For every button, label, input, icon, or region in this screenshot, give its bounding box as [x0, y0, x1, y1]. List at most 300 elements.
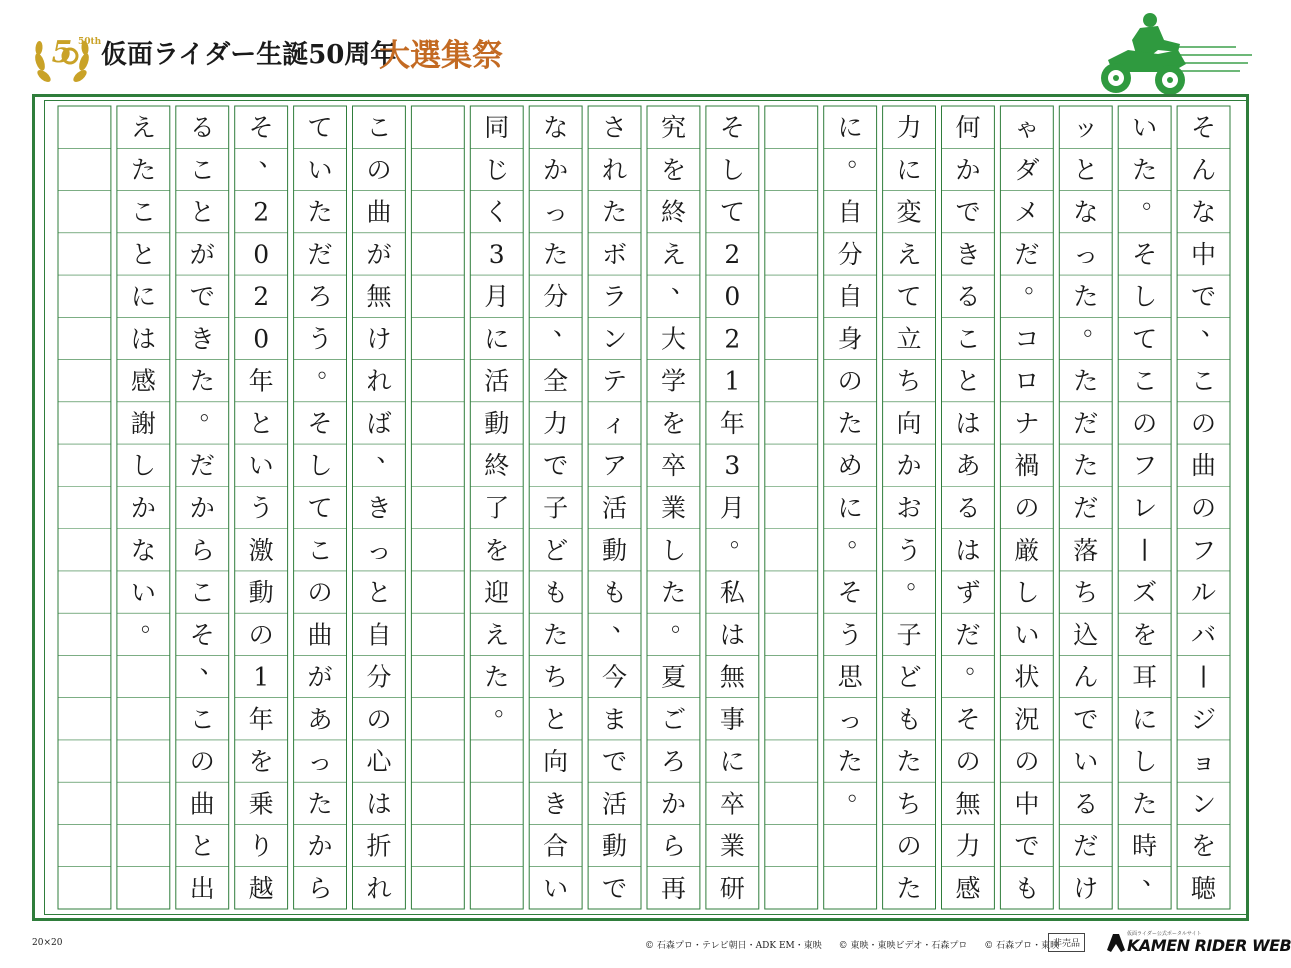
manuscript-char: 禍: [1014, 451, 1040, 481]
manuscript-char: に: [130, 282, 156, 312]
manuscript-char: 年: [248, 704, 274, 734]
manuscript-char: ズ: [1132, 578, 1158, 608]
manuscript-char: え: [484, 620, 510, 650]
manuscript-char: 業: [719, 831, 745, 861]
manuscript-char: レ: [1132, 493, 1158, 523]
manuscript-char: え: [896, 239, 922, 269]
manuscript-char: ち: [896, 789, 922, 819]
kamen-rider-web-logo: [1105, 930, 1291, 956]
manuscript-char: か: [896, 451, 922, 481]
manuscript-char: と: [543, 704, 569, 734]
manuscript-char: な: [1191, 197, 1217, 227]
manuscript-char: で: [1014, 831, 1040, 861]
manuscript-char: の: [837, 366, 863, 396]
manuscript-char: の: [1191, 493, 1217, 523]
manuscript-char: 聴: [1191, 873, 1217, 903]
manuscript-char: た: [307, 789, 333, 819]
manuscript-char: 3: [724, 451, 741, 481]
manuscript-char: こ: [189, 155, 215, 185]
manuscript-char: 。: [670, 607, 696, 637]
manuscript-char: だ: [307, 239, 333, 269]
manuscript-char: 込: [1073, 620, 1099, 650]
manuscript-char: て: [307, 113, 333, 143]
manuscript-char: ン: [602, 324, 628, 354]
manuscript-char: 3: [488, 239, 505, 269]
manuscript-char: の: [1014, 747, 1040, 777]
manuscript-char: 動: [484, 408, 510, 438]
manuscript-char: 落: [1073, 535, 1099, 565]
manuscript-char: を: [1191, 831, 1217, 861]
manuscript-char: に: [837, 113, 863, 143]
manuscript-char: を: [660, 155, 686, 185]
rider-head-icon: [1105, 930, 1127, 954]
manuscript-char: ち: [543, 662, 569, 692]
manuscript-char: 1: [724, 366, 741, 396]
manuscript-char: て: [307, 493, 333, 523]
manuscript-char: 1: [253, 662, 270, 692]
manuscript-char: 活: [602, 789, 628, 819]
manuscript-char: 身: [837, 324, 863, 354]
manuscript-char: と: [366, 578, 392, 608]
manuscript-char: か: [189, 493, 215, 523]
manuscript-char: い: [307, 155, 333, 185]
manuscript-char: 全: [543, 366, 569, 396]
manuscript-char: る: [955, 493, 981, 523]
credit-line: © 石森プロ・東映: [984, 941, 1060, 951]
manuscript-char: も: [543, 578, 569, 608]
manuscript-char: 大: [660, 324, 686, 354]
manuscript-char: 究: [660, 113, 686, 143]
manuscript-char: だ: [955, 620, 981, 650]
manuscript-char: 無: [719, 662, 745, 692]
manuscript-char: 。: [199, 395, 225, 425]
manuscript-char: 曲: [1191, 451, 1217, 481]
manuscript-char: も: [896, 704, 922, 734]
manuscript-char: 心: [366, 747, 392, 777]
manuscript-char: 終: [660, 197, 686, 227]
manuscript-char: ッ: [1073, 113, 1099, 143]
manuscript-char: か: [955, 155, 981, 185]
manuscript-char: そ: [955, 704, 981, 734]
manuscript-char: の: [955, 747, 981, 777]
manuscript-char: れ: [366, 873, 392, 903]
manuscript-char: 動: [602, 535, 628, 565]
manuscript-char: 月: [484, 282, 510, 312]
manuscript-char: こ: [1132, 366, 1158, 396]
manuscript-char: 終: [484, 451, 510, 481]
manuscript-char: 激: [248, 535, 274, 565]
manuscript-char: 、: [612, 607, 638, 637]
manuscript-char: 変: [896, 197, 922, 227]
manuscript-char: 研: [719, 873, 745, 903]
manuscript-char: 感: [955, 873, 981, 903]
manuscript-char: ん: [1191, 155, 1217, 185]
manuscript-char: い: [1073, 747, 1099, 777]
manuscript-char: 私: [719, 578, 745, 608]
manuscript-char: て: [896, 282, 922, 312]
manuscript-char: い: [248, 451, 274, 481]
manuscript-char: 。: [1142, 184, 1168, 214]
manuscript-char: に: [484, 324, 510, 354]
manuscript-char: で: [189, 282, 215, 312]
manuscript-char: 0: [253, 324, 270, 354]
manuscript-char: ら: [189, 535, 215, 565]
manuscript-char: し: [1132, 282, 1158, 312]
manuscript-char: か: [130, 493, 156, 523]
manuscript-char: が: [366, 239, 392, 269]
manuscript-char: だ: [189, 451, 215, 481]
manuscript-char: は: [955, 535, 981, 565]
manuscript-char: え: [660, 239, 686, 269]
manuscript-char: ら: [307, 873, 333, 903]
manuscript-char: く: [484, 197, 510, 227]
manuscript-char: た: [1132, 789, 1158, 819]
manuscript-char: っ: [307, 747, 333, 777]
manuscript-char: ご: [660, 704, 686, 734]
manuscript-char: ナ: [1014, 408, 1040, 438]
manuscript-char: り: [248, 831, 274, 861]
manuscript-char: た: [1073, 451, 1099, 481]
manuscript-char: メ: [1014, 197, 1040, 227]
manuscript-char: た: [660, 578, 686, 608]
manuscript-char: も: [602, 578, 628, 608]
manuscript-char: い: [130, 578, 156, 608]
manuscript-char: こ: [189, 704, 215, 734]
manuscript-char: 分: [543, 282, 569, 312]
manuscript-char: 動: [248, 578, 274, 608]
manuscript-char: か: [543, 155, 569, 185]
manuscript-char: は: [130, 324, 156, 354]
manuscript-char: と: [955, 366, 981, 396]
manuscript-char: た: [484, 662, 510, 692]
manuscript-char: 。: [494, 691, 520, 721]
manuscript-char: 了: [484, 493, 510, 523]
manuscript-char: 謝: [130, 408, 156, 438]
manuscript-char: ア: [602, 451, 628, 481]
manuscript-char: き: [543, 789, 569, 819]
manuscript-char: に: [1132, 704, 1158, 734]
manuscript-char: だ: [1073, 831, 1099, 861]
manuscript-char: を: [1132, 620, 1158, 650]
manuscript-char: と: [248, 408, 274, 438]
manuscript-char: た: [1073, 282, 1099, 312]
manuscript-char: 立: [896, 324, 922, 354]
manuscript-char: ル: [1191, 578, 1217, 608]
manuscript-char: ン: [1191, 789, 1217, 819]
manuscript-char: 自: [837, 197, 863, 227]
manuscript-char: だ: [1073, 408, 1099, 438]
manuscript-char: る: [189, 113, 215, 143]
manuscript-char: て: [1132, 324, 1158, 354]
manuscript-char: う: [307, 324, 333, 354]
manuscript-char: が: [189, 239, 215, 269]
manuscript-char: 厳: [1014, 535, 1040, 565]
manuscript-char: 0: [724, 282, 741, 312]
manuscript-char: 、: [376, 438, 402, 468]
manuscript-char: め: [837, 451, 863, 481]
manuscript-char: の: [896, 831, 922, 861]
manuscript-char: こ: [366, 113, 392, 143]
manuscript-char: し: [307, 451, 333, 481]
manuscript-char: ど: [543, 535, 569, 565]
manuscript-char: た: [543, 620, 569, 650]
manuscript-char: た: [837, 408, 863, 438]
manuscript-char: 合: [543, 831, 569, 861]
manuscript-char: い: [1132, 113, 1158, 143]
manuscript-char: 。: [965, 649, 991, 679]
manuscript-char: と: [189, 197, 215, 227]
manuscript-char: の: [307, 578, 333, 608]
site-tagline: 仮面ライダー公式ポータルサイト: [1127, 931, 1202, 937]
manuscript-char: の: [248, 620, 274, 650]
not-for-sale-badge: 非売品: [1048, 933, 1085, 952]
manuscript-char: た: [896, 873, 922, 903]
manuscript-char: し: [660, 535, 686, 565]
manuscript-char: と: [189, 831, 215, 861]
manuscript-char: 子: [896, 620, 922, 650]
manuscript-char: い: [543, 873, 569, 903]
manuscript-char: の: [366, 155, 392, 185]
manuscript-char: を: [660, 408, 686, 438]
manuscript-char: た: [130, 155, 156, 185]
manuscript-char: そ: [248, 113, 274, 143]
manuscript-char: ダ: [1014, 155, 1040, 185]
manuscript-char: の: [189, 747, 215, 777]
manuscript-char: る: [955, 282, 981, 312]
manuscript-char: 再: [660, 873, 686, 903]
manuscript-char: き: [189, 324, 215, 354]
manuscript-char: で: [1073, 704, 1099, 734]
manuscript-char: た: [307, 197, 333, 227]
manuscript-char: だ: [1014, 239, 1040, 269]
grid-column: [58, 106, 111, 909]
manuscript-char: こ: [955, 324, 981, 354]
credit-line: © 東映・東映ビデオ・石森プロ: [838, 941, 968, 951]
manuscript-char: た: [602, 197, 628, 227]
manuscript-char: こ: [130, 197, 156, 227]
manuscript-char: じ: [484, 155, 510, 185]
manuscript-char: 2: [724, 324, 741, 354]
manuscript-char: ら: [660, 831, 686, 861]
manuscript-char: あ: [955, 451, 981, 481]
manuscript-char: し: [719, 155, 745, 185]
manuscript-char: た: [837, 747, 863, 777]
manuscript-char: ラ: [602, 282, 628, 312]
manuscript-char: 耳: [1132, 662, 1158, 692]
manuscript-char: た: [1132, 155, 1158, 185]
manuscript-char: 無: [366, 282, 392, 312]
manuscript-char: ィ: [602, 408, 628, 438]
manuscript-char: い: [1014, 620, 1040, 650]
manuscript-char: 曲: [189, 789, 215, 819]
manuscript-char: 曲: [307, 620, 333, 650]
manuscript-char: 時: [1132, 831, 1158, 861]
manuscript-char: 。: [140, 607, 166, 637]
manuscript-char: っ: [837, 704, 863, 734]
manuscript-char: っ: [1073, 239, 1099, 269]
manuscript-char: は: [366, 789, 392, 819]
manuscript-char: 向: [543, 747, 569, 777]
manuscript-char: あ: [307, 704, 333, 734]
manuscript-char: ろ: [660, 747, 686, 777]
manuscript-char: 思: [837, 662, 863, 692]
manuscript-char: と: [1073, 155, 1099, 185]
manuscript-char: ロ: [1014, 366, 1040, 396]
manuscript-char: き: [955, 239, 981, 269]
manuscript-char: ョ: [1191, 747, 1217, 777]
manuscript-char: で: [543, 451, 569, 481]
manuscript-char: 。: [729, 522, 755, 552]
manuscript-char: に: [837, 493, 863, 523]
manuscript-char: 業: [660, 493, 686, 523]
manuscript-char: バ: [1191, 620, 1217, 650]
manuscript-char: に: [719, 747, 745, 777]
manuscript-char: 、: [1201, 311, 1227, 341]
manuscript-char: 自: [837, 282, 863, 312]
manuscript-char: れ: [366, 366, 392, 396]
manuscript-char: き: [366, 493, 392, 523]
manuscript-char: 折: [366, 831, 392, 861]
manuscript-char: 活: [484, 366, 510, 396]
manuscript-char: が: [307, 662, 333, 692]
manuscript-char: 夏: [660, 662, 686, 692]
manuscript-char: フ: [1191, 535, 1217, 565]
manuscript-char: ろ: [307, 282, 333, 312]
manuscript-char: 0: [253, 239, 270, 269]
manuscript-char: 。: [1024, 269, 1050, 299]
manuscript-char: 。: [906, 565, 932, 595]
manuscript-char: 力: [543, 408, 569, 438]
manuscript-char: の: [1191, 408, 1217, 438]
manuscript-char: し: [1014, 578, 1040, 608]
manuscript-char: は: [955, 408, 981, 438]
manuscript-char: そ: [1132, 239, 1158, 269]
manuscript-char: だ: [1073, 493, 1099, 523]
manuscript-char: ど: [896, 662, 922, 692]
manuscript-char: さ: [602, 113, 628, 143]
manuscript-char: で: [602, 873, 628, 903]
manuscript-char: ち: [896, 366, 922, 396]
manuscript-char: 卒: [660, 451, 686, 481]
manuscript-char: し: [130, 451, 156, 481]
manuscript-char: は: [719, 620, 745, 650]
manuscript-char: 自: [366, 620, 392, 650]
manuscript-char: そ: [307, 408, 333, 438]
manuscript-char: る: [1073, 789, 1099, 819]
manuscript-char: 向: [896, 408, 922, 438]
manuscript-char: っ: [543, 197, 569, 227]
manuscript-char: た: [1073, 366, 1099, 396]
manuscript-char: 年: [719, 408, 745, 438]
manuscript-char: 年: [248, 366, 274, 396]
manuscript-char: 感: [130, 366, 156, 396]
manuscript-char: フ: [1132, 451, 1158, 481]
manuscript-char: う: [248, 493, 274, 523]
manuscript-char: こ: [189, 578, 215, 608]
manuscript-char: た: [189, 366, 215, 396]
manuscript-char: た: [543, 239, 569, 269]
manuscript-char: う: [837, 620, 863, 650]
svg-text:5: 5: [51, 35, 73, 70]
manuscript-char: 分: [837, 239, 863, 269]
manuscript-char: そ: [837, 578, 863, 608]
manuscript-char: 今: [602, 662, 628, 692]
manuscript-char: え: [130, 113, 156, 143]
manuscript-char: 力: [896, 113, 922, 143]
manuscript-char: け: [366, 324, 392, 354]
manuscript-char: 、: [258, 142, 284, 172]
manuscript-char: そ: [719, 113, 745, 143]
manuscript-char: 2: [253, 282, 270, 312]
manuscript-char: コ: [1014, 324, 1040, 354]
manuscript-char: ず: [955, 578, 981, 608]
manuscript-char: ジ: [1191, 704, 1217, 734]
manuscript-char: 中: [1191, 239, 1217, 269]
manuscript-char: 乗: [248, 789, 274, 819]
manuscript-char: 況: [1014, 704, 1040, 734]
manuscript-char: て: [719, 197, 745, 227]
manuscript-char: 同: [484, 113, 510, 143]
manuscript-char: そ: [1191, 113, 1217, 143]
manuscript-char: と: [130, 239, 156, 269]
page-title-accent: 大選集祭: [379, 38, 503, 74]
manuscript-char: で: [602, 747, 628, 777]
manuscript-char: 分: [366, 662, 392, 692]
manuscript-char: を: [484, 535, 510, 565]
manuscript-char: の: [1014, 493, 1040, 523]
manuscript-char: 、: [1142, 860, 1168, 890]
manuscript-char: 、: [670, 269, 696, 299]
manuscript-char: 無: [955, 789, 981, 819]
manuscript-char: の: [1132, 408, 1158, 438]
manuscript-char: こ: [307, 535, 333, 565]
grid-size-label: 20×20: [32, 938, 63, 948]
manuscript-char: に: [896, 155, 922, 185]
manuscript-char: 。: [847, 142, 873, 172]
manuscript-char: か: [660, 789, 686, 819]
manuscript-char: 。: [1083, 311, 1109, 341]
manuscript-char: 状: [1014, 662, 1040, 692]
manuscript-char: 迎: [484, 578, 510, 608]
manuscript-char: 。: [847, 522, 873, 552]
manuscript-char: 活: [602, 493, 628, 523]
manuscript-char: な: [1073, 197, 1099, 227]
manuscript-char: お: [896, 493, 922, 523]
manuscript-char: ボ: [602, 239, 628, 269]
manuscript-char: 越: [248, 873, 274, 903]
manuscript-char: 出: [189, 873, 215, 903]
credit-line: © 石森プロ・テレビ朝日・ADK EM・東映: [645, 941, 822, 951]
manuscript-char: 動: [602, 831, 628, 861]
manuscript-char: 2: [253, 197, 270, 227]
manuscript-char: も: [1014, 873, 1040, 903]
manuscript-char: 曲: [366, 197, 392, 227]
manuscript-char: で: [955, 197, 981, 227]
manuscript-char: テ: [602, 366, 628, 396]
site-name: KAMEN RIDER WEB: [1127, 936, 1291, 955]
manuscript-char: の: [366, 704, 392, 734]
manuscript-char: ち: [1073, 578, 1099, 608]
manuscript-char: な: [130, 535, 156, 565]
manuscript-char: 、: [553, 311, 579, 341]
manuscript-char: 事: [719, 704, 745, 734]
manuscript-char: し: [1132, 747, 1158, 777]
manuscript-char: そ: [189, 620, 215, 650]
manuscript-char: 力: [955, 831, 981, 861]
manuscript-char: な: [543, 113, 569, 143]
page-title: 仮面ライダー生誕50周年: [101, 40, 397, 70]
grid-column: [765, 106, 818, 909]
